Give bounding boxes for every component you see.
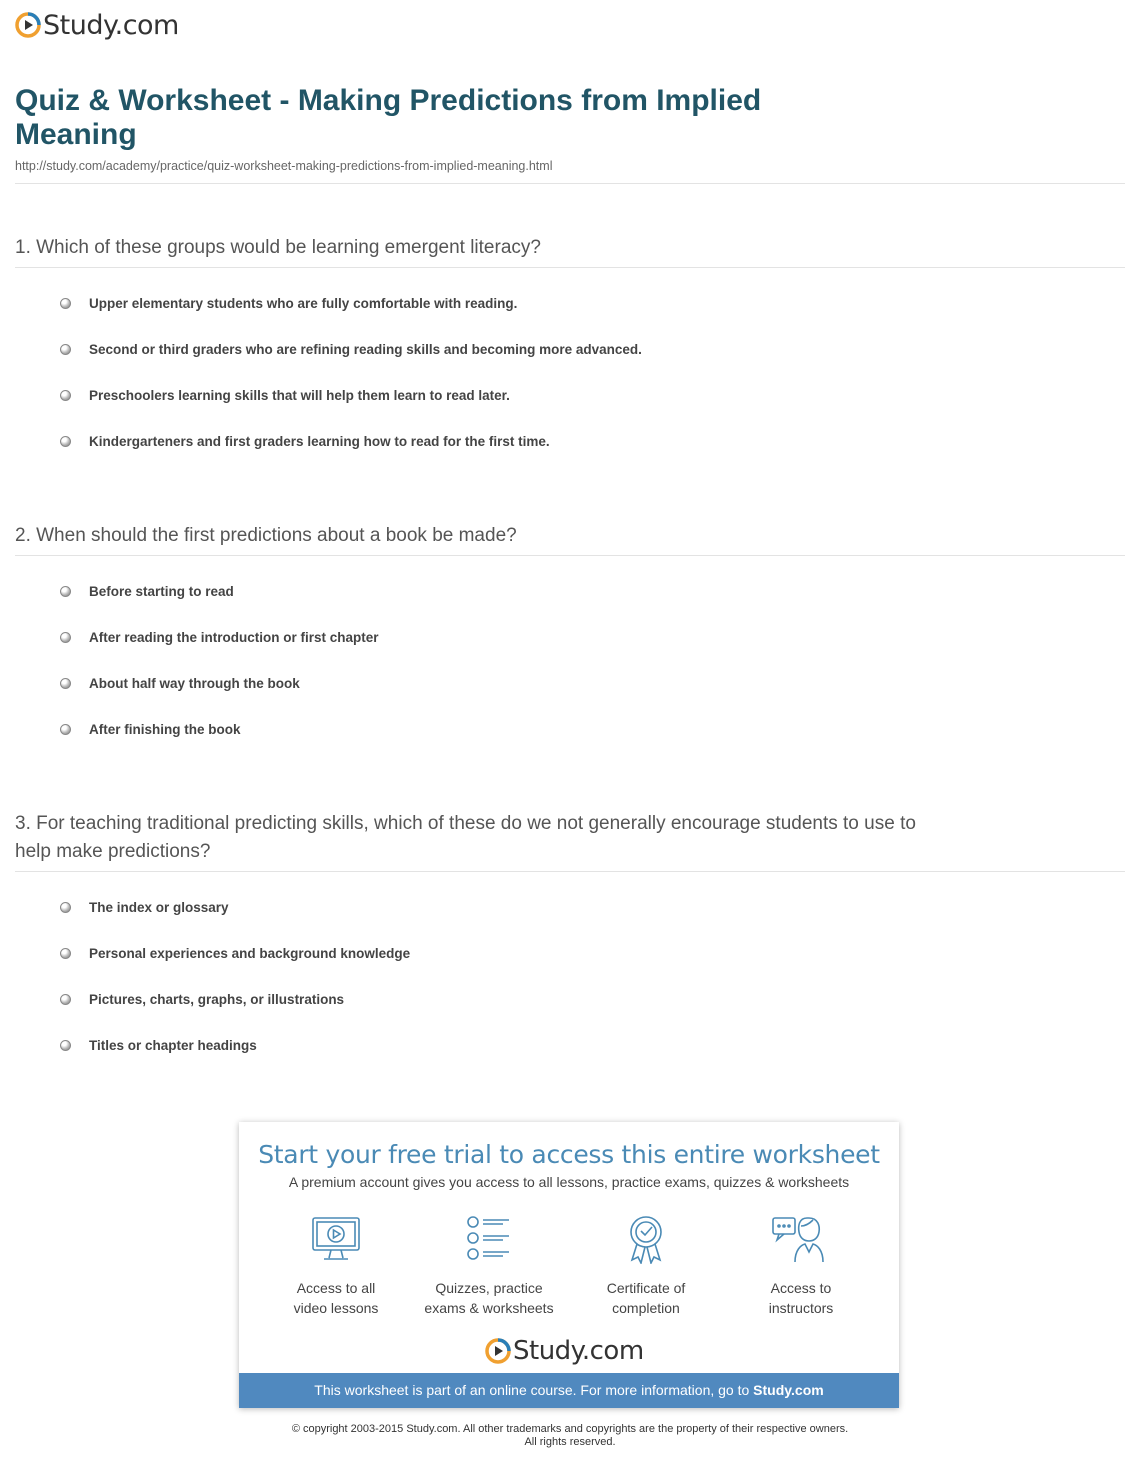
course-info-text: This worksheet is part of an online course. For more information, go to: [314, 1382, 750, 1398]
free-trial-promo: [239, 1122, 899, 1408]
feature-label: Quizzes, practice exams & worksheets: [424, 1280, 554, 1316]
answer-option-label: Pictures, charts, graphs, or illustrations: [89, 991, 345, 1007]
answer-option-label: Second or third graders who are refining reading skills and becoming more advanced.: [89, 341, 642, 357]
radio-button[interactable]: [60, 298, 71, 309]
answer-option-label: The index or glossary: [89, 899, 229, 915]
copyright-footer: [0, 1423, 1140, 1449]
answer-option-label: About half way through the book: [89, 675, 300, 691]
answer-option[interactable]: [60, 385, 510, 405]
divider: [15, 871, 1125, 872]
answer-option[interactable]: [60, 627, 379, 647]
feature-label: Access to instructors: [768, 1280, 834, 1316]
play-logo-icon: [15, 12, 41, 38]
feature-label: Certificate of completion: [606, 1280, 686, 1316]
divider: [15, 555, 1125, 556]
certificate-ribbon-icon: [620, 1214, 672, 1264]
feature-instructors: [726, 1214, 876, 1318]
answer-option-label: Preschoolers learning skills that will help them learn to read later.: [89, 387, 510, 403]
radio-button[interactable]: [60, 724, 71, 735]
answer-option[interactable]: [60, 339, 642, 359]
radio-button[interactable]: [60, 344, 71, 355]
study-link[interactable]: Study.com: [753, 1382, 824, 1398]
radio-button[interactable]: [60, 390, 71, 401]
radio-button[interactable]: [60, 678, 71, 689]
question-3: 3. For teaching traditional predicting skills, which of these do we not generally encourage students to use to help make predictions?: [15, 813, 916, 862]
instructor-chat-icon: [771, 1214, 831, 1264]
logo-text: Study.com: [513, 1336, 644, 1366]
question-1: 1. Which of these groups would be learning emergent literacy?: [15, 237, 541, 258]
promo-subtitle: A premium account gives you access to all lessons, practice exams, quizzes & worksheets: [288, 1174, 850, 1190]
answer-option-label: Before starting to read: [89, 583, 234, 599]
radio-button[interactable]: [60, 994, 71, 1005]
answer-option[interactable]: [60, 943, 410, 963]
radio-button[interactable]: [60, 632, 71, 643]
divider: [15, 267, 1125, 268]
radio-button[interactable]: [60, 902, 71, 913]
radio-button[interactable]: [60, 948, 71, 959]
answer-option-label: After reading the introduction or first chapter: [89, 629, 379, 645]
radio-button[interactable]: [60, 586, 71, 597]
promo-logo[interactable]: [485, 1336, 644, 1366]
answer-option[interactable]: [60, 673, 300, 693]
copyright-line: © copyright 2003-2015 Study.com. All other trademarks and copyrights are the property of their respective owners.: [291, 1423, 849, 1435]
video-monitor-icon: [310, 1214, 362, 1264]
answer-option[interactable]: [60, 719, 241, 739]
answer-option[interactable]: [60, 1035, 257, 1055]
site-logo[interactable]: [15, 10, 179, 40]
radio-button[interactable]: [60, 436, 71, 447]
answer-option-label: Personal experiences and background knowledge: [89, 945, 411, 961]
answer-option[interactable]: [60, 293, 517, 313]
question-2: 2. When should the first predictions about a book be made?: [15, 525, 517, 546]
page-title: Quiz & Worksheet - Making Predictions from Implied Meaning: [15, 84, 762, 151]
play-logo-icon: [485, 1338, 511, 1364]
logo-text: Study.com: [43, 9, 179, 41]
answer-option-label: Upper elementary students who are fully comfortable with reading.: [89, 295, 518, 311]
feature-video-lessons: [261, 1214, 411, 1318]
answer-option-label: Titles or chapter headings: [89, 1037, 257, 1053]
promo-title[interactable]: Start your free trial to access this entire worksheet: [258, 1140, 880, 1169]
course-info-bar: [239, 1373, 899, 1408]
radio-button[interactable]: [60, 1040, 71, 1051]
divider: [15, 183, 1125, 184]
answer-option[interactable]: [60, 897, 229, 917]
answer-option[interactable]: [60, 581, 234, 601]
checklist-icon: [463, 1214, 515, 1264]
answer-option-label: Kindergarteners and first graders learning how to read for the first time.: [89, 433, 550, 449]
feature-quizzes: [414, 1214, 564, 1318]
page-url[interactable]: http://study.com/academy/practice/quiz-worksheet-making-predictions-from-implied-meaning.html: [15, 159, 553, 173]
answer-option-label: After finishing the book: [89, 721, 241, 737]
feature-label: Access to all video lessons: [293, 1280, 379, 1316]
answer-option[interactable]: [60, 431, 550, 451]
rights-line: All rights reserved.: [524, 1436, 616, 1448]
answer-option[interactable]: [60, 989, 344, 1009]
feature-certificate: [571, 1214, 721, 1318]
